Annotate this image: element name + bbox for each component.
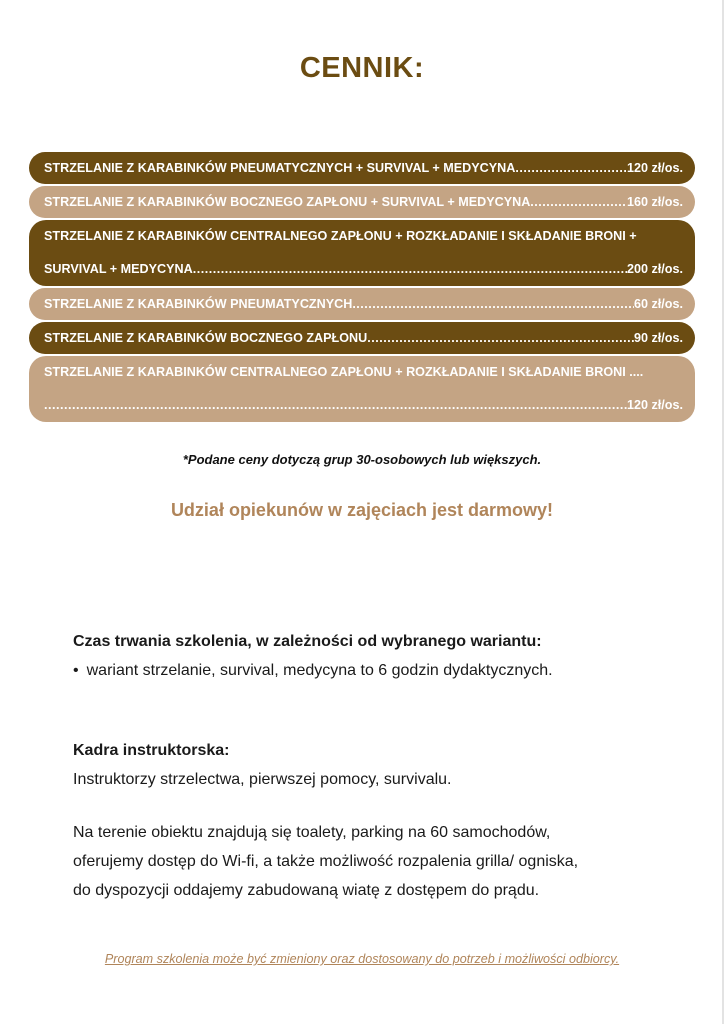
price-value: 200 zł/os. — [626, 262, 683, 276]
footer-note: Program szkolenia może być zmieniony oraz dostosowany do potrzeb i możliwości odbiorcy. — [104, 952, 620, 966]
leader-dots — [515, 152, 627, 184]
price-row — [29, 356, 695, 422]
price-row-label: STRZELANIE Z KARABINKÓW PNEUMATYCZNYCH + SURVIVAL + MEDYCYNA — [44, 161, 516, 175]
free-guardians-notice: Udział opiekunów w zajęciach jest darmowy! — [170, 500, 554, 520]
leader-dots — [193, 253, 627, 286]
price-value: 90 zł/os. — [634, 331, 683, 345]
price-value: 120 zł/os. — [626, 398, 683, 412]
price-row — [29, 220, 695, 286]
leader-dots — [352, 288, 634, 320]
facilities-line: oferujemy dostęp do Wi-fi, a także możliwość rozpalenia grilla/ ogniska, — [73, 853, 579, 870]
price-table — [29, 152, 695, 424]
price-row-label: STRZELANIE Z KARABINKÓW CENTRALNEGO ZAPŁONU + ROZKŁADANIE I SKŁADANIE BRONI + — [44, 229, 637, 243]
price-value: 160 zł/os. — [626, 195, 683, 209]
price-row-label: STRZELANIE Z KARABINKÓW PNEUMATYCZNYCH — [44, 297, 353, 311]
price-row — [29, 152, 695, 184]
price-row-label: STRZELANIE Z KARABINKÓW CENTRALNEGO ZAPŁONU + ROZKŁADANIE I SKŁADANIE BRONI .... — [44, 365, 644, 379]
price-note: *Podane ceny dotyczą grup 30-osobowych lub większych. — [182, 452, 542, 467]
leader-dots — [367, 322, 634, 354]
facilities-line: do dyspozycji oddajemy zabudowaną wiatę z dostępem do prądu. — [73, 882, 540, 899]
leader-dots — [44, 389, 627, 422]
staff-text: Instruktorzy strzelectwa, pierwszej pomocy, survivalu. — [73, 771, 452, 788]
price-row-label-continued: SURVIVAL + MEDYCYNA — [44, 262, 193, 276]
price-row-label: STRZELANIE Z KARABINKÓW BOCZNEGO ZAPŁONU — [44, 331, 368, 345]
facilities-section — [73, 818, 673, 905]
leader-dots — [530, 186, 627, 218]
price-value: 60 zł/os. — [634, 297, 683, 311]
duration-section — [73, 627, 673, 685]
price-row — [29, 288, 695, 320]
price-row-label: STRZELANIE Z KARABINKÓW BOCZNEGO ZAPŁONU + SURVIVAL + MEDYCYNA — [44, 195, 531, 209]
price-value: 120 zł/os. — [626, 161, 683, 175]
duration-heading: Czas trwania szkolenia, w zależności od wybranego wariantu: — [73, 633, 542, 650]
page-title: CENNIK: — [299, 52, 425, 84]
staff-section — [73, 736, 673, 794]
facilities-line: Na terenie obiektu znajdują się toalety, parking na 60 samochodów, — [73, 824, 551, 841]
price-row — [29, 322, 695, 354]
price-row — [29, 186, 695, 218]
duration-item: • wariant strzelanie, survival, medycyna to 6 godzin dydaktycznych. — [73, 656, 673, 685]
staff-heading: Kadra instruktorska: — [73, 742, 230, 759]
